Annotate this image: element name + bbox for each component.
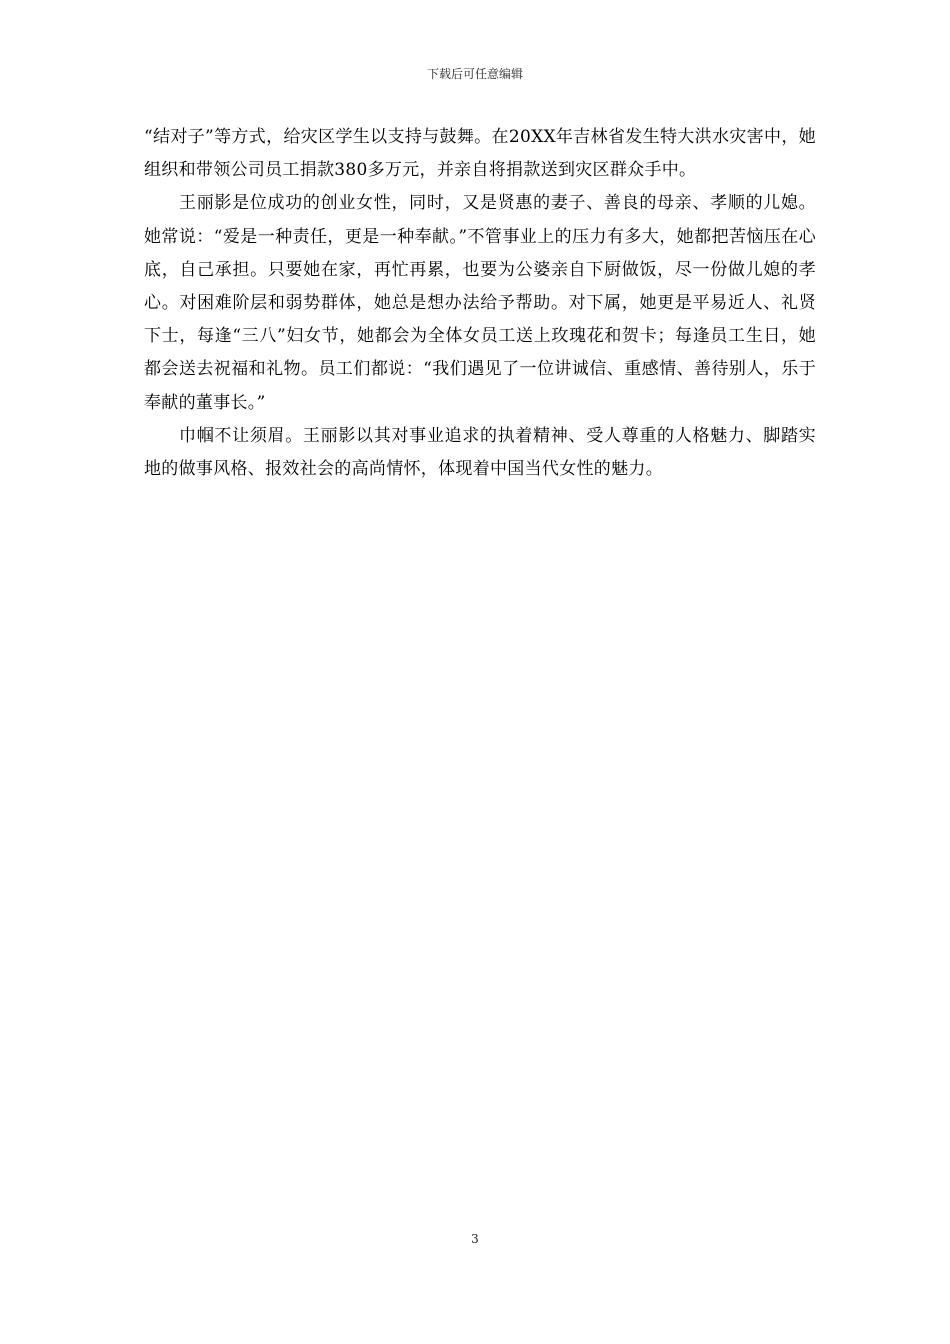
page-number: 3 bbox=[471, 1232, 479, 1246]
page-header: 下载后可任意编辑 bbox=[426, 67, 523, 81]
paragraph-continuation: “结对子”等方式，给灾区学生以支持与鼓舞。在20XX年吉林省发生特大洪水灾害中，她组织和带领公司员工捐款380多万元，并亲自将捐款送到灾区群众手中。 bbox=[144, 127, 816, 181]
paragraph-wang-liying-character: 王丽影是位成功的创业女性，同时，又是贤惠的妻子、善良的母亲、孝顺的儿媳。她常说：“爱是一种责任，更是一种奉献。”不管事业上的压力有多大，她都把苦恼压在心底，自己承担。只要她在家，再忙再累，也要为公婆亲自下厨做饭，尽一份做儿媳的孝心。对困难阶层和弱势群体，她总是想办法给予帮助。对下属，她更是平易近人、礼贤下士，每逢“三八”妇女节，她都会为全体女员工送上玫瑰花和贺卡；每逢员工生日，她都会送去祝福和礼物。员工们都说：“我们遇见了一位讲诚信、重感情、善待别人，乐于奉献的董事长。” bbox=[144, 193, 816, 413]
document-body bbox=[144, 121, 816, 486]
paragraph-conclusion: 巾帼不让须眉。王丽影以其对事业追求的执着精神、受人尊重的人格魅力、脚踏实地的做事风格、报效社会的高尚情怀，体现着中国当代女性的魅力。 bbox=[144, 425, 816, 480]
